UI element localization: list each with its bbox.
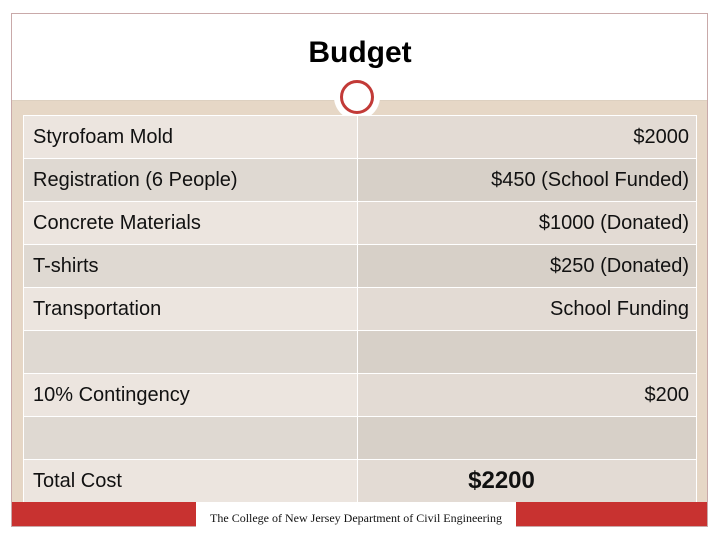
total-value: $2200	[358, 460, 697, 503]
cost-cell: $250 (Donated)	[358, 245, 697, 288]
table-row	[24, 374, 697, 417]
item-cell: Registration (6 People)	[24, 159, 358, 202]
item-cell: Transportation	[24, 288, 358, 331]
table-row	[24, 159, 697, 202]
cost-cell: $450 (School Funded)	[358, 159, 697, 202]
cost-cell: $2000	[358, 116, 697, 159]
cost-cell	[358, 417, 697, 460]
total-label: Total Cost	[24, 460, 358, 503]
table-row	[24, 245, 697, 288]
cost-cell: School Funding	[358, 288, 697, 331]
item-cell	[24, 417, 358, 460]
cost-cell	[358, 331, 697, 374]
circle-ornament-icon	[340, 80, 374, 114]
item-cell: Concrete Materials	[24, 202, 358, 245]
table-row	[24, 417, 697, 460]
item-cell: T-shirts	[24, 245, 358, 288]
table-row	[24, 202, 697, 245]
item-cell: Styrofoam Mold	[24, 116, 358, 159]
cost-cell: $1000 (Donated)	[358, 202, 697, 245]
budget-table	[23, 115, 697, 503]
table-row	[24, 288, 697, 331]
item-cell: 10% Contingency	[24, 374, 358, 417]
table-row	[24, 331, 697, 374]
item-cell	[24, 331, 358, 374]
slide-title: Budget	[308, 36, 412, 69]
table-row	[24, 116, 697, 159]
cost-cell: $200	[358, 374, 697, 417]
footer-text: The College of New Jersey Department of Civil Engineering	[210, 511, 502, 525]
table-row	[24, 460, 697, 503]
